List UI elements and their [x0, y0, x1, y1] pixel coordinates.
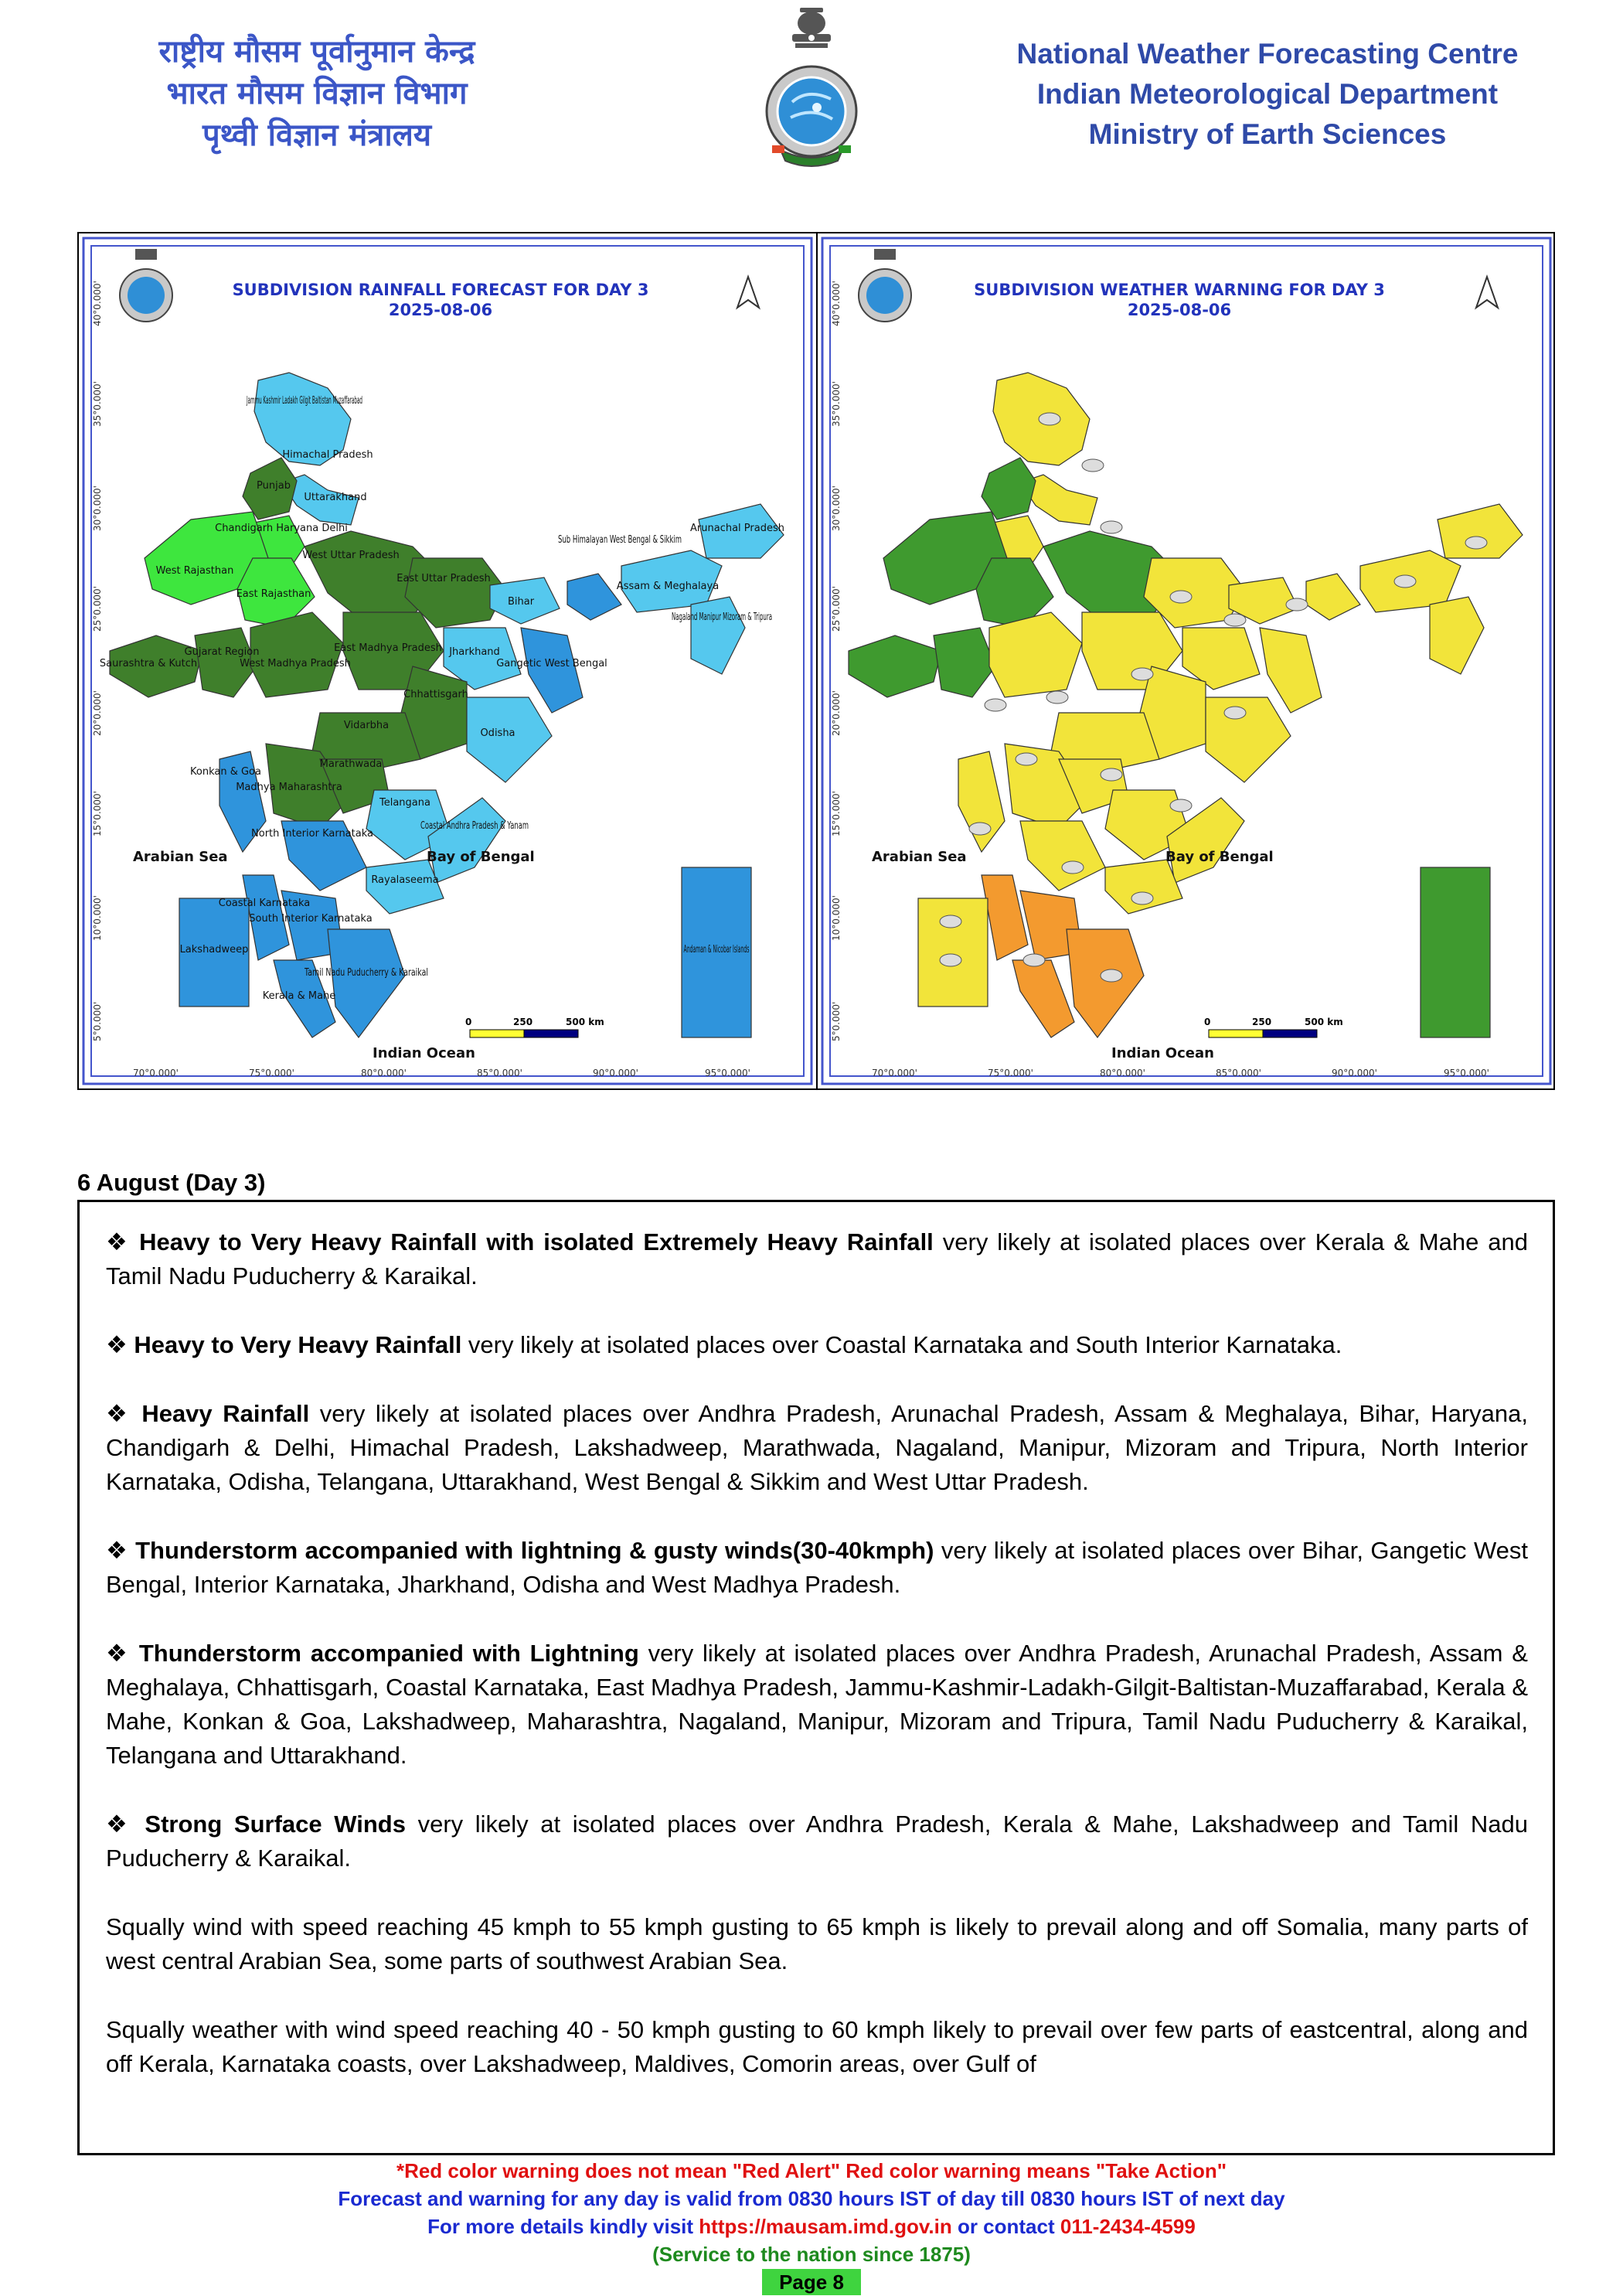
scale-label-500: 500 km: [566, 1017, 604, 1027]
label-tamil-nadu: Tamil Nadu Puducherry & Karaikal: [304, 967, 428, 979]
lon-tick-80: 80°0.000': [361, 1068, 407, 1078]
warning-heading: Thunderstorm accompanied with Lightning: [138, 1640, 639, 1667]
label-assam: Assam & Meghalaya: [616, 581, 720, 592]
label-chd: Chandigarh Haryana Delhi: [215, 523, 348, 534]
lat-tick-20: 20°0.000': [831, 690, 842, 736]
label-jk: Jammu Kashmir Ladakh Gilgit Baltistan Muzaffarabad: [246, 395, 362, 407]
lat-tick-35: 35°0.000': [92, 381, 103, 427]
label-odisha: Odisha: [480, 727, 515, 739]
label-arunachal: Arunachal Pradesh: [690, 523, 784, 534]
scale-label-250: 250: [1252, 1017, 1272, 1027]
english-line-1: National Weather Forecasting Centre: [1016, 38, 1519, 70]
label-lakshadweep: Lakshadweep: [179, 944, 249, 956]
lon-tick-80: 80°0.000': [1100, 1068, 1145, 1078]
label-gwb: Gangetic West Bengal: [496, 658, 607, 669]
lon-tick-95: 95°0.000': [705, 1068, 750, 1078]
warning-paragraph-2: [106, 1328, 1528, 1362]
label-andaman: Andaman & Nicobar Islands: [683, 944, 750, 956]
label-coastal-andhra: Coastal Andhra Pradesh & Yanam: [420, 820, 529, 832]
rainfall-map-svg: [79, 233, 816, 1088]
label-bay-of-bengal: Bay of Bengal: [427, 849, 535, 865]
imd-emblem-logo: [761, 3, 862, 182]
lat-tick-10: 10°0.000': [92, 895, 103, 941]
warning-paragraph-3: [106, 1397, 1528, 1499]
label-west-mp: West Madhya Pradesh: [240, 658, 351, 669]
label-saurashtra: Saurashtra & Kutch: [99, 658, 198, 669]
lon-tick-70: 70°0.000': [133, 1068, 179, 1078]
lat-tick-15: 15°0.000': [92, 791, 103, 836]
label-nmmt: Nagaland Manipur Mizoram & Tripura: [672, 611, 772, 623]
label-indian-ocean: Indian Ocean: [1111, 1045, 1214, 1061]
lat-tick-30: 30°0.000': [831, 485, 842, 531]
warning-text: very likely at isolated places over Bihar, Gangetic West Bengal, Interior Karnataka, Jharkhand, Odisha and West Madhya Pradesh.: [106, 1537, 1528, 1598]
warning-text: very likely at isolated places over Andhra Pradesh, Arunachal Pradesh, Assam & Meghalaya, Chhattisgarh, Coastal Karnataka, East Madhya Pradesh, Jammu-Kashmir-Ladakh-Gilgit-Baltistan-Muzaffarabad, Kerala & Mahe, Konkan & Goa, Lakshadweep, Maharashtra, Nagaland, Manipur, Mizoram and Tripura, Tamil Nadu Puducherry & Karaikal, Telangana and Uttarakhand.: [106, 1640, 1528, 1769]
lon-tick-85: 85°0.000': [477, 1068, 522, 1078]
scale-label-250: 250: [513, 1017, 533, 1027]
marine-paragraph-1: Squally wind with speed reaching 45 kmph to 55 kmph gusting to 65 kmph is likely to prevail along and off Somalia, many parts of west central Arabian Sea, some parts of southwest Arabian Sea.: [106, 1913, 1528, 1974]
scale-label-500: 500 km: [1305, 1017, 1343, 1027]
label-chhattisgarh: Chhattisgarh: [403, 689, 468, 700]
label-east-rajasthan: East Rajasthan: [236, 588, 311, 600]
lat-tick-5: 5°0.000': [92, 1001, 103, 1041]
footer-contact-prefix: For more details kindly visit: [427, 2215, 699, 2238]
hindi-line-2: भारत मौसम विज्ञान विभाग: [166, 76, 468, 111]
warning-map-title: SUBDIVISION WEATHER WARNING FOR DAY 3: [974, 281, 1385, 299]
label-west-rajasthan: West Rajasthan: [155, 565, 234, 577]
warning-map-svg: [818, 233, 1555, 1088]
label-sik: South Interior Karnataka: [249, 913, 373, 925]
lon-tick-85: 85°0.000': [1216, 1068, 1261, 1078]
lat-tick-40: 40°0.000': [831, 281, 842, 326]
label-bay-of-bengal: Bay of Bengal: [1165, 849, 1274, 865]
label-indian-ocean: Indian Ocean: [373, 1045, 475, 1061]
lat-tick-25: 25°0.000': [92, 586, 103, 632]
day-title: 6 August (Day 3): [77, 1169, 266, 1196]
label-telangana: Telangana: [379, 797, 430, 809]
lat-tick-40: 40°0.000': [92, 281, 103, 326]
warning-map-date: 2025-08-06: [1127, 301, 1232, 319]
warning-text: very likely at isolated places over Kerala & Mahe and Tamil Nadu Puducherry & Karaikal.: [106, 1228, 1529, 1289]
weather-warning-map: [818, 233, 1555, 1088]
label-west-up: West Uttar Pradesh: [302, 550, 400, 561]
warning-paragraph-6: [106, 1807, 1528, 1875]
page-header: [0, 0, 1623, 201]
label-marathwada: Marathwada: [319, 758, 383, 770]
footer-validity-note: Forecast and warning for any day is valid from 0830 hours IST of day till 0830 hours IST of next day: [338, 2187, 1285, 2210]
lon-tick-90: 90°0.000': [1332, 1068, 1377, 1078]
warning-heading: Heavy to Very Heavy Rainfall: [134, 1331, 462, 1358]
warning-heading: Thunderstorm accompanied with lightning & gusty winds(30-40kmph): [135, 1537, 934, 1564]
footer-contact-mid: or contact: [951, 2215, 1060, 2238]
bullet-icon: ❖: [106, 1228, 131, 1255]
warning-heading: Heavy to Very Heavy Rainfall with isolated Extremely Heavy Rainfall: [139, 1228, 934, 1255]
label-madhya-maharashtra: Madhya Maharashtra: [236, 782, 342, 793]
label-punjab: Punjab: [257, 480, 291, 492]
english-org-names: [1005, 34, 1530, 155]
warning-text: very likely at isolated places over Coastal Karnataka and South Interior Karnataka.: [461, 1331, 1342, 1358]
footer-phone-number: 011-2434-4599: [1060, 2215, 1196, 2238]
lon-tick-70: 70°0.000': [872, 1068, 917, 1078]
warning-paragraph-5: [106, 1637, 1528, 1773]
bullet-icon: ❖: [106, 1811, 133, 1838]
label-rayalaseema: Rayalaseema: [371, 874, 439, 886]
lat-tick-35: 35°0.000': [831, 381, 842, 427]
hindi-line-1: राष्ट्रीय मौसम पूर्वानुमान केन्द्र: [158, 34, 475, 70]
english-line-2: Indian Meteorological Department: [1036, 78, 1499, 110]
hindi-org-names: [116, 31, 518, 156]
warning-text-box: [77, 1200, 1555, 2155]
lat-tick-5: 5°0.000': [831, 1001, 842, 1041]
label-bihar: Bihar: [507, 596, 535, 608]
label-arabian-sea: Arabian Sea: [133, 849, 228, 865]
label-nik: North Interior Karnataka: [251, 828, 373, 840]
footer-contact-line: [0, 2213, 1623, 2240]
rainfall-map-date: 2025-08-06: [388, 301, 493, 319]
marine-paragraph-2: Squally weather with wind speed reaching 40 - 50 kmph gusting to 60 kmph likely to prevail over few parts of eastcentral, along and off Kerala, Karnataka coasts, over Lakshadweep, Maldives, Comorin areas, over Gulf of: [106, 2016, 1528, 2077]
lat-tick-20: 20°0.000': [92, 690, 103, 736]
label-konkan: Konkan & Goa: [190, 766, 261, 778]
bullet-icon: ❖: [106, 1331, 128, 1358]
label-east-mp: East Madhya Pradesh: [334, 642, 442, 654]
warning-heading: Strong Surface Winds: [145, 1811, 406, 1838]
rainfall-forecast-map: [79, 233, 818, 1088]
label-coastal-karnataka: Coastal Karnataka: [218, 898, 311, 909]
label-gujarat: Gujarat Region: [184, 646, 260, 658]
label-shwb: Sub Himalayan West Bengal & Sikkim: [558, 534, 682, 546]
footer-red-warning-note: *Red color warning does not mean "Red Alert" Red color warning means "Take Action": [396, 2159, 1227, 2182]
label-vidarbha: Vidarbha: [343, 720, 390, 731]
bullet-icon: ❖: [106, 1537, 128, 1564]
warning-paragraph-1: [106, 1225, 1528, 1293]
lat-tick-25: 25°0.000': [831, 586, 842, 632]
bullet-icon: ❖: [106, 1400, 131, 1427]
hindi-line-3: पृथ्वी विज्ञान मंत्रालय: [202, 118, 432, 153]
warning-heading: Heavy Rainfall: [141, 1400, 310, 1427]
page-footer: [0, 2157, 1623, 2296]
lon-tick-75: 75°0.000': [988, 1068, 1033, 1078]
lon-tick-75: 75°0.000': [249, 1068, 294, 1078]
warning-text: very likely at isolated places over Andhra Pradesh, Arunachal Pradesh, Assam & Meghalaya, Bihar, Haryana, Chandigarh & Delhi, Himachal Pradesh, Lakshadweep, Marathwada, Nagaland, Manipur, Mizoram and Tripura, North Interior Karnataka, Odisha, Telangana, Uttarakhand, West Bengal & Sikkim and West Uttar Pradesh.: [106, 1400, 1529, 1495]
label-jharkhand: Jharkhand: [449, 646, 500, 658]
lon-tick-95: 95°0.000': [1444, 1068, 1489, 1078]
scale-label-0: 0: [465, 1017, 472, 1027]
lat-tick-10: 10°0.000': [831, 895, 842, 941]
warning-text: very likely at isolated places over Andhra Pradesh, Kerala & Mahe, Lakshadweep and Tamil Nadu Puducherry & Karaikal.: [106, 1811, 1528, 1872]
rainfall-map-title: SUBDIVISION RAINFALL FORECAST FOR DAY 3: [232, 281, 649, 299]
label-east-up: East Uttar Pradesh: [396, 573, 491, 584]
forecast-maps: [77, 232, 1555, 1090]
lon-tick-90: 90°0.000': [593, 1068, 638, 1078]
label-kerala: Kerala & Mahe: [262, 990, 336, 1002]
page-number-badge: Page 8: [762, 2269, 861, 2295]
label-hp: Himachal Pradesh: [282, 449, 373, 461]
lat-tick-15: 15°0.000': [831, 791, 842, 836]
footer-service-note: (Service to the nation since 1875): [652, 2243, 971, 2266]
english-line-3: Ministry of Earth Sciences: [1088, 118, 1447, 150]
lat-tick-30: 30°0.000': [92, 485, 103, 531]
scale-label-0: 0: [1204, 1017, 1211, 1027]
label-uttarakhand: Uttarakhand: [304, 492, 367, 503]
footer-website-link[interactable]: https://mausam.imd.gov.in: [699, 2215, 952, 2238]
warning-paragraph-4: [106, 1534, 1528, 1602]
bullet-icon: ❖: [106, 1640, 131, 1667]
label-arabian-sea: Arabian Sea: [872, 849, 967, 865]
